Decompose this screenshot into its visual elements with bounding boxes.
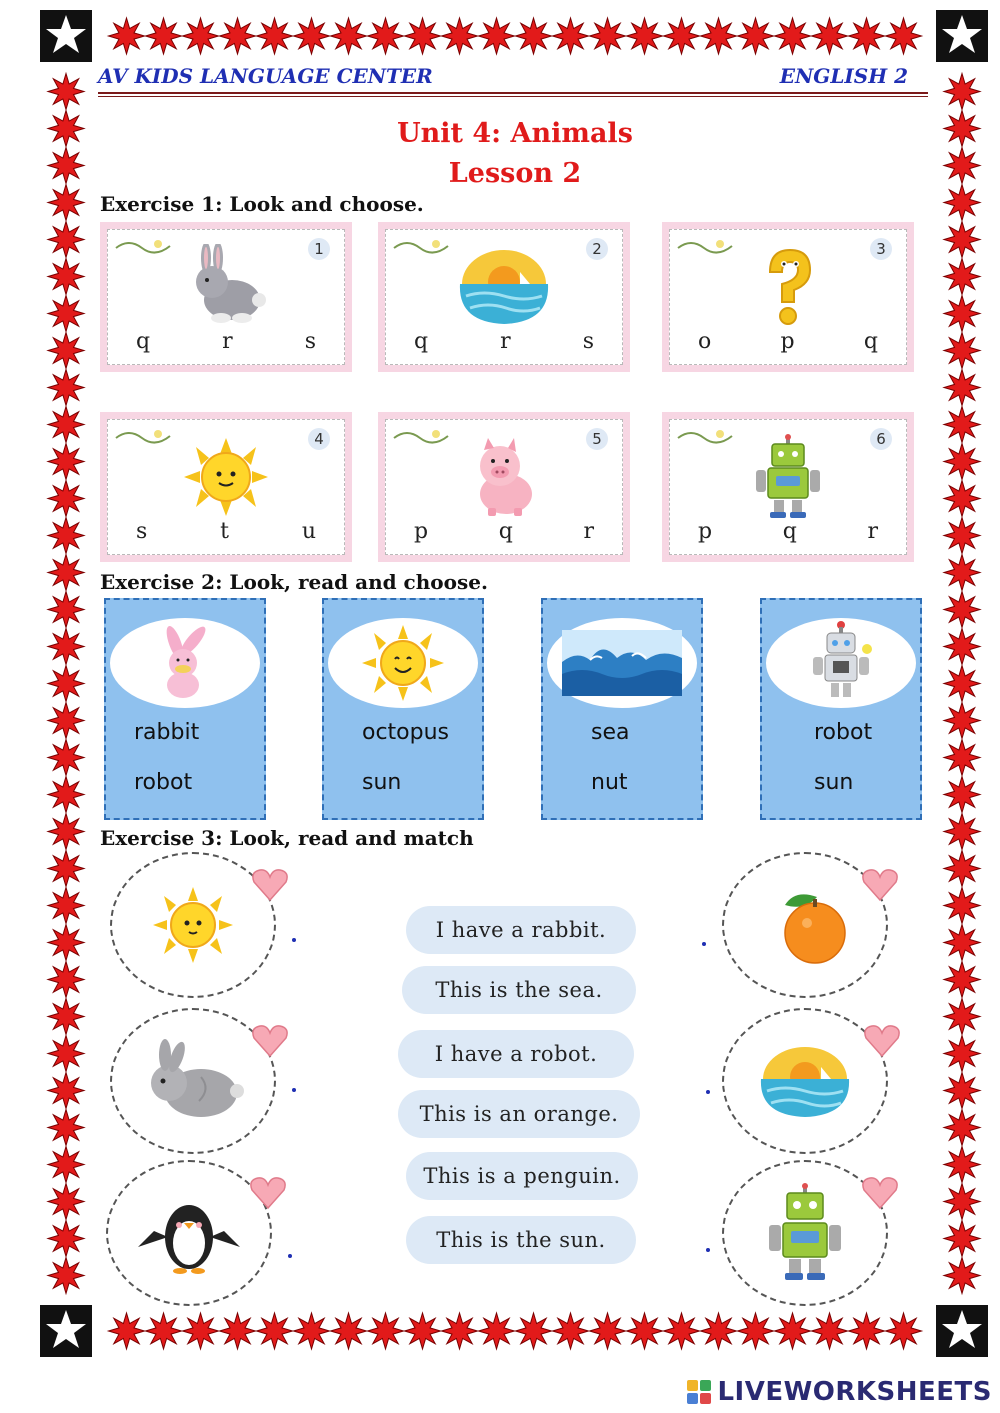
border-star-icon [48, 1221, 84, 1257]
choice-option[interactable]: nut [591, 770, 628, 795]
border-star-icon [944, 333, 980, 369]
corner-star-icon [936, 10, 988, 62]
unit-title: Unit 4: Animals [397, 118, 633, 149]
robot-icon [801, 621, 881, 705]
choice-option[interactable]: sun [814, 770, 854, 795]
border-star-icon [944, 1073, 980, 1109]
border-star-icon [944, 814, 980, 850]
card-number: 5 [586, 428, 608, 450]
border-star-icon [220, 1313, 256, 1349]
ex1-card-5 [378, 412, 630, 562]
ex1-card-1 [100, 222, 352, 372]
heart-icon [248, 1174, 288, 1210]
penguin-icon [134, 1191, 244, 1275]
border-star-icon [220, 18, 256, 54]
ex2-card-1 [104, 598, 266, 820]
border-star-icon [627, 1313, 663, 1349]
border-star-icon [944, 481, 980, 517]
border-star-icon [701, 1313, 737, 1349]
choice-option[interactable]: octopus [362, 720, 450, 745]
border-star-icon [701, 18, 737, 54]
border-top-stars [92, 10, 938, 62]
border-star-icon [442, 1313, 478, 1349]
border-star-icon [479, 18, 515, 54]
card-number: 6 [870, 428, 892, 450]
border-star-icon [294, 1313, 330, 1349]
border-star-icon [48, 925, 84, 961]
border-star-icon [48, 296, 84, 332]
border-star-icon [944, 407, 980, 443]
ex2-card-4 [760, 598, 922, 820]
border-star-icon [944, 666, 980, 702]
choice-option[interactable]: p [698, 519, 713, 544]
ex1-card-4 [100, 412, 352, 562]
heart-icon [862, 1022, 902, 1058]
rabbit-icon [141, 1039, 245, 1123]
border-star-icon [944, 74, 980, 110]
ex1-card-2 [378, 222, 630, 372]
border-star-icon [48, 666, 84, 702]
heart-icon [250, 1022, 290, 1058]
border-star-icon [886, 1313, 922, 1349]
sentence-option[interactable]: This is the sun. [406, 1216, 636, 1264]
choice-option[interactable]: u [301, 519, 316, 544]
question-mark-icon [738, 244, 838, 330]
border-star-icon [664, 1313, 700, 1349]
border-star-icon [48, 814, 84, 850]
border-star-icon [944, 296, 980, 332]
choice-option[interactable]: rabbit [134, 720, 200, 745]
lesson-title: Lesson 2 [448, 158, 582, 189]
border-star-icon [183, 1313, 219, 1349]
robot-icon [765, 1183, 845, 1283]
orange-icon [755, 883, 855, 967]
border-star-icon [775, 18, 811, 54]
border-star-icon [944, 777, 980, 813]
border-star-icon [944, 1147, 980, 1183]
border-star-icon [944, 1258, 980, 1294]
border-star-icon [48, 481, 84, 517]
sentence-option[interactable]: This is the sea. [402, 966, 636, 1014]
choice-option[interactable]: q [863, 329, 878, 354]
choice-option[interactable]: p [780, 329, 795, 354]
border-star-icon [48, 222, 84, 258]
border-star-icon [944, 555, 980, 591]
choice-option[interactable]: s [136, 519, 148, 544]
border-star-icon [48, 777, 84, 813]
liveworksheets-icon [687, 1380, 711, 1404]
border-star-icon [48, 1147, 84, 1183]
border-bottom-stars [92, 1305, 938, 1357]
border-star-icon [48, 259, 84, 295]
border-star-icon [738, 1313, 774, 1349]
border-star-icon [944, 703, 980, 739]
border-star-icon [944, 629, 980, 665]
border-star-icon [257, 18, 293, 54]
match-dot[interactable] [292, 1088, 296, 1092]
course-name: ENGLISH 2 [779, 64, 908, 88]
match-dot[interactable] [706, 1090, 710, 1094]
choice-option[interactable]: r [222, 329, 233, 354]
choice-option[interactable]: o [698, 329, 712, 354]
border-star-icon [553, 1313, 589, 1349]
choice-option[interactable]: q [782, 519, 797, 544]
choice-option[interactable]: q [498, 519, 513, 544]
sun-icon [358, 623, 448, 703]
card-number: 3 [870, 238, 892, 260]
corner-star-icon [936, 1305, 988, 1357]
choice-option[interactable]: q [136, 329, 151, 354]
ex2-card-3 [541, 598, 703, 820]
corner-star-icon [40, 1305, 92, 1357]
exercise1-heading: Exercise 1: Look and choose. [100, 192, 424, 216]
border-star-icon [944, 1221, 980, 1257]
border-star-icon [48, 444, 84, 480]
border-star-icon [944, 259, 980, 295]
exercise2-heading: Exercise 2: Look, read and choose. [100, 570, 488, 594]
choice-option[interactable]: s [582, 329, 594, 354]
border-star-icon [48, 1258, 84, 1294]
border-right-stars [936, 62, 988, 1305]
card-number: 4 [308, 428, 330, 450]
border-star-icon [553, 18, 589, 54]
border-star-icon [109, 1313, 145, 1349]
choice-option[interactable]: q [414, 329, 429, 354]
match-dot[interactable] [288, 1254, 292, 1258]
corner-star-icon [40, 10, 92, 62]
border-star-icon [775, 1313, 811, 1349]
border-star-icon [516, 1313, 552, 1349]
border-star-icon [944, 1110, 980, 1146]
border-star-icon [48, 592, 84, 628]
choice-option[interactable]: sun [362, 770, 402, 795]
sea-icon [562, 630, 682, 696]
border-star-icon [944, 592, 980, 628]
ex1-card-6 [662, 412, 914, 562]
sentence-option[interactable]: This is an orange. [398, 1090, 640, 1138]
rabbit-icon [145, 623, 225, 703]
rabbit-icon [176, 244, 276, 330]
exercise3-heading: Exercise 3: Look, read and match [100, 826, 474, 850]
border-star-icon [368, 18, 404, 54]
robot-icon [738, 434, 838, 520]
match-dot[interactable] [702, 942, 706, 946]
border-star-icon [48, 370, 84, 406]
card-number: 2 [586, 238, 608, 260]
choice-option[interactable]: sea [591, 720, 630, 745]
choice-option[interactable]: robot [134, 770, 193, 795]
border-star-icon [886, 18, 922, 54]
brand-text: LIVEWORKSHEETS [717, 1377, 992, 1407]
sentence-option[interactable]: This is a penguin. [406, 1152, 638, 1200]
border-star-icon [48, 888, 84, 924]
border-star-icon [48, 1184, 84, 1220]
border-star-icon [109, 18, 145, 54]
sun-icon [151, 885, 235, 965]
header-divider [98, 92, 928, 94]
border-star-icon [146, 18, 182, 54]
choice-option[interactable]: p [414, 519, 429, 544]
border-star-icon [48, 185, 84, 221]
border-star-icon [183, 18, 219, 54]
choice-option[interactable]: robot [814, 720, 873, 745]
border-star-icon [944, 999, 980, 1035]
border-star-icon [944, 925, 980, 961]
heart-icon [250, 866, 290, 902]
choice-option[interactable]: r [500, 329, 511, 354]
border-star-icon [48, 703, 84, 739]
border-star-icon [405, 18, 441, 54]
match-dot[interactable] [292, 938, 296, 942]
border-star-icon [944, 518, 980, 554]
border-star-icon [944, 1036, 980, 1072]
border-star-icon [48, 1073, 84, 1109]
border-left-stars [40, 62, 92, 1305]
border-star-icon [146, 1313, 182, 1349]
border-star-icon [944, 222, 980, 258]
border-star-icon [48, 555, 84, 591]
border-star-icon [294, 18, 330, 54]
liveworksheets-logo [687, 1375, 992, 1409]
border-star-icon [48, 407, 84, 443]
border-star-icon [738, 18, 774, 54]
border-star-icon [442, 18, 478, 54]
border-star-icon [479, 1313, 515, 1349]
border-star-icon [944, 962, 980, 998]
border-star-icon [944, 185, 980, 221]
border-star-icon [405, 1313, 441, 1349]
ex2-card-2 [322, 598, 484, 820]
choice-option[interactable]: s [304, 329, 316, 354]
border-star-icon [664, 18, 700, 54]
border-star-icon [944, 851, 980, 887]
card-number: 1 [308, 238, 330, 260]
border-star-icon [257, 1313, 293, 1349]
heart-icon [860, 866, 900, 902]
border-star-icon [590, 1313, 626, 1349]
border-star-icon [812, 18, 848, 54]
choice-option[interactable]: r [867, 519, 878, 544]
border-star-icon [48, 1110, 84, 1146]
sea-icon [454, 244, 554, 330]
border-star-icon [812, 1313, 848, 1349]
border-star-icon [516, 18, 552, 54]
border-star-icon [331, 1313, 367, 1349]
school-name: AV KIDS LANGUAGE CENTER [98, 64, 433, 88]
border-star-icon [331, 18, 367, 54]
heart-icon [860, 1174, 900, 1210]
border-star-icon [627, 18, 663, 54]
border-star-icon [944, 888, 980, 924]
border-star-icon [944, 370, 980, 406]
border-star-icon [944, 740, 980, 776]
border-star-icon [368, 1313, 404, 1349]
border-star-icon [48, 740, 84, 776]
border-star-icon [590, 18, 626, 54]
sea-icon [755, 1041, 855, 1121]
border-star-icon [849, 18, 885, 54]
border-star-icon [48, 1036, 84, 1072]
border-star-icon [849, 1313, 885, 1349]
ex1-card-3 [662, 222, 914, 372]
choice-option[interactable]: r [583, 519, 594, 544]
border-star-icon [48, 74, 84, 110]
border-star-icon [48, 962, 84, 998]
border-star-icon [48, 999, 84, 1035]
sun-icon [176, 434, 276, 520]
border-star-icon [48, 333, 84, 369]
header-divider [98, 96, 928, 97]
border-star-icon [48, 629, 84, 665]
border-star-icon [48, 518, 84, 554]
sentence-option[interactable]: I have a rabbit. [406, 906, 636, 954]
sentence-option[interactable]: I have a robot. [398, 1030, 634, 1078]
choice-option[interactable]: t [220, 519, 229, 544]
border-star-icon [944, 444, 980, 480]
border-star-icon [944, 1184, 980, 1220]
pig-icon [454, 434, 554, 520]
match-dot[interactable] [706, 1248, 710, 1252]
border-star-icon [48, 851, 84, 887]
